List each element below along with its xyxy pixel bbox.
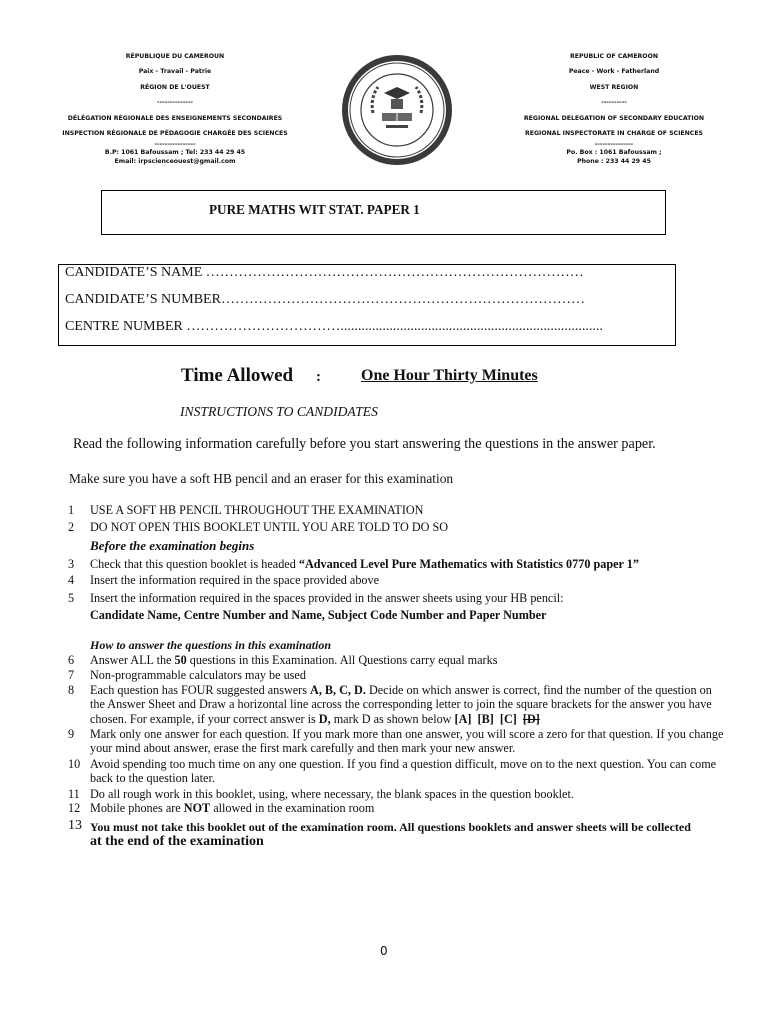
item-number: 8 (68, 683, 75, 697)
instruction-item: DO NOT OPEN THIS BOOKLET UNTIL YOU ARE TOLD TO DO SO (90, 520, 449, 534)
item-number: 9 (68, 727, 75, 741)
header-left-republic: RÉPUBLIQUE DU CAMEROUN (125, 53, 225, 60)
required-fields-list: Candidate Name, Centre Number and Name, Subject Code Number and Paper Number (90, 608, 547, 622)
seal-emblem-icon (340, 53, 454, 167)
time-allowed-colon: : (316, 369, 321, 385)
header-right-motto: Peace - Work - Fatherland (568, 68, 660, 76)
answer-options: A, B, C, D. (310, 683, 366, 697)
answer-d: D, (318, 711, 331, 726)
time-allowed-label: Time Allowed (181, 365, 294, 386)
bracket-b: [B] (477, 711, 494, 726)
header-left (52, 49, 298, 166)
instruction-item: You must not take this booklet out of the examination room. All questions booklets and answer sheets will be collected (90, 820, 691, 834)
instruction-item: Do all rough work in this booklet, using, where necessary, the blank spaces in the question booklet. (90, 787, 574, 801)
item-number: 11 (68, 787, 80, 801)
item-number: 3 (68, 557, 75, 571)
intro-text: Read the following information carefully before you start answering the questions in the answer paper. (73, 436, 656, 452)
header-left-address: B.P: 1061 Bafoussam ; Tel: 233 44 29 45 (104, 149, 246, 157)
header-right-delegation: REGIONAL DELEGATION OF SECONDARY EDUCATION (523, 114, 705, 122)
header-right-address: Po. Box : 1061 Bafoussam ; (566, 149, 662, 157)
header-right-region: WEST REGION (589, 83, 639, 91)
item-number: 12 (68, 801, 81, 815)
instruction-text: Check that this question booklet is headed (90, 557, 299, 571)
candidate-info-box (58, 264, 676, 346)
instruction-item: Insert the information required in the spaces provided in the answer sheets using your HB pencil: (90, 591, 564, 605)
item-number: 6 (68, 653, 75, 667)
header-left-delegation: DÉLÉGATION RÉGIONALE DES ENSEIGNEMENTS SECONDAIRES (67, 114, 283, 122)
instruction-text: Answer ALL the (90, 653, 175, 667)
paper-heading-quote: “Advanced Level Pure Mathematics with Statistics 0770 paper 1” (298, 557, 639, 571)
header-left-motto: Paix - Travail - Patrie (138, 68, 212, 76)
how-to-answer-heading: How to answer the questions in this examination (90, 638, 332, 652)
instruction-item (90, 683, 725, 726)
instruction-item: Non-programmable calculators may be used (90, 668, 306, 682)
item-number: 1 (68, 503, 75, 517)
header-right (508, 49, 720, 166)
candidate-name-field[interactable]: CANDIDATE’S NAME ……………………………………………………………………… (65, 265, 584, 280)
item-number: 5 (68, 591, 75, 605)
intro-pencil-note: Make sure you have a soft HB pencil and an eraser for this examination (69, 471, 454, 486)
item-number: 4 (68, 573, 75, 587)
instruction-text: allowed in the examination room (210, 801, 375, 815)
header-right-republic: REPUBLIC OF CAMEROON (569, 53, 659, 60)
instruction-item: USE A SOFT HB PENCIL THROUGHOUT THE EXAMINATION (90, 503, 424, 517)
item-number: 13 (68, 818, 82, 833)
bracket-a: [A] (454, 711, 472, 726)
item-number: 7 (68, 668, 75, 682)
instruction-item: Insert the information required in the space provided above (90, 573, 380, 587)
header-left-email: Email: irpscienceouest@gmail.com (114, 157, 236, 165)
header-left-separator: -------------- (157, 99, 193, 107)
header-right-inspectorate: REGIONAL INSPECTORATE IN CHARGE OF SCIENCES (524, 130, 704, 138)
instruction-text: Mobile phones are (90, 801, 184, 815)
time-allowed-value: One Hour Thirty Minutes (361, 367, 538, 384)
centre-number-field[interactable]: CENTRE NUMBER ……………………………........................................................................... (65, 319, 603, 334)
not-emphasis: NOT (183, 801, 211, 815)
before-exam-heading: Before the examination begins (90, 538, 255, 553)
instruction-item (90, 557, 725, 571)
header-right-separator-2: --------------- (594, 140, 634, 148)
bracket-c: [C] (499, 711, 517, 726)
header-left-inspection: INSPECTION RÉGIONALE DE PÉDAGOGIE CHARGÉE DES SCIENCES (62, 130, 288, 138)
instruction-text: mark D as shown below (330, 711, 455, 726)
instruction-item (90, 801, 725, 815)
paper-title-box (101, 190, 666, 235)
instruction-item (90, 653, 725, 667)
instruction-item: Avoid spending too much time on any one question. If you find a question difficult, move on to the next question. You can come back to the question later. (90, 757, 717, 786)
instruction-item-continued: at the end of the examination (90, 834, 264, 849)
instruction-text: Decide on which answer is correct, find the number of the question on the Answer Sheet and Draw a horizontal line across the corresponding letter to join the square brackets for the answer you have chosen. For example, if your correct answer is (90, 683, 712, 726)
instruction-item: Mark only one answer for each question. If you mark more than one answer, you will score a zero for that question. If you change your mind about answer, erase the first mark carefully and then mark your new answer. (90, 727, 724, 756)
instruction-text: questions in this Examination. All Questions carry equal marks (186, 653, 498, 667)
paper-title: PURE MATHS WIT STAT. PAPER 1 (209, 202, 420, 217)
item-number: 10 (68, 757, 81, 771)
question-count: 50 (174, 653, 187, 667)
page-number: 0 (380, 944, 388, 958)
candidate-number-field[interactable]: CANDIDATE’S NUMBER…………………………………………………………………… (65, 292, 585, 307)
header-left-region: RÉGION DE L'OUEST (140, 83, 210, 91)
item-number: 2 (68, 520, 75, 534)
instructions-heading: INSTRUCTIONS TO CANDIDATES (180, 404, 378, 419)
header-left-separator-2: ---------------- (154, 140, 196, 148)
header-right-phone: Phone : 233 44 29 45 (577, 157, 651, 165)
bracket-d-marked: [D] (522, 711, 540, 726)
header-right-separator: ---------- (601, 99, 627, 107)
instruction-text: Each question has FOUR suggested answers (90, 683, 311, 697)
